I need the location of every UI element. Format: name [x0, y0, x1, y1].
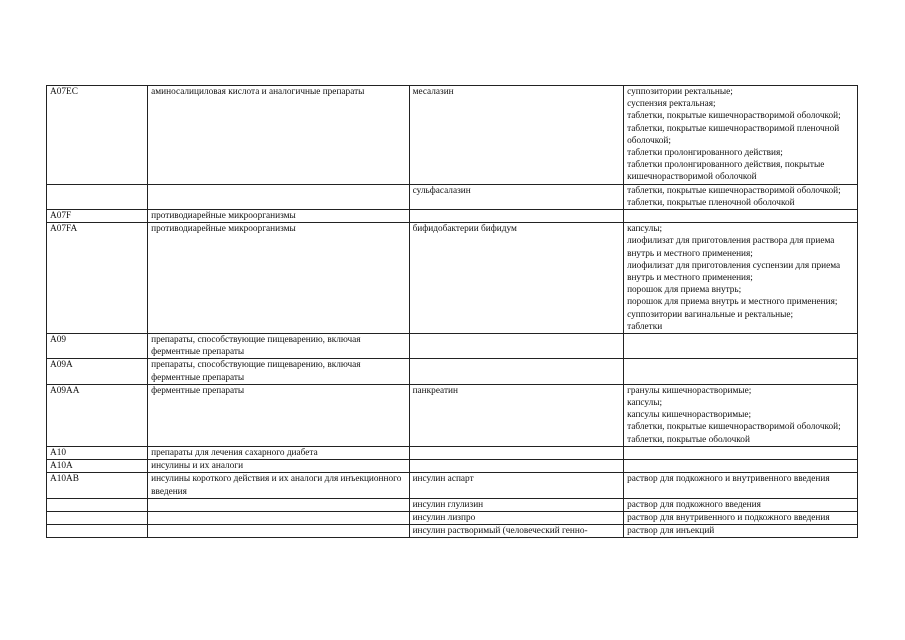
drug-name-cell: инсулин аспарт [409, 473, 623, 498]
table-body [47, 86, 858, 538]
table-row [47, 210, 858, 223]
atc-code-cell: A09A [47, 359, 148, 384]
atc-code-cell [47, 498, 148, 511]
table-row [47, 511, 858, 524]
table-row [47, 498, 858, 511]
table-row [47, 184, 858, 209]
dosage-form-item: капсулы; [627, 224, 663, 235]
pharmacological-group-cell [148, 525, 409, 538]
dosage-forms-cell [624, 498, 858, 511]
pharmacological-group-cell: ферментные препараты [148, 384, 409, 446]
pharmacological-group-cell: препараты, способствующие пищеварению, включая ферментные препараты [148, 334, 409, 359]
dosage-form-item: раствор для инъекций [627, 526, 715, 537]
dosage-form-item: суспензия ректальная; [627, 99, 716, 110]
pharmacological-group-cell: препараты для лечения сахарного диабета [148, 446, 409, 459]
atc-code-cell: A10 [47, 446, 148, 459]
dosage-form-item: раствор для внутривенного и подкожного введения [627, 512, 830, 523]
drug-name-cell: инсулин глулизин [409, 498, 623, 511]
dosage-forms-cell [624, 359, 858, 384]
pharmacological-group-cell [148, 184, 409, 209]
dosage-form-item: таблетки, покрытые кишечнорастворимой оболочкой; [627, 422, 841, 433]
drug-name-cell [409, 334, 623, 359]
atc-code-cell: A07EC [47, 86, 148, 185]
atc-code-cell [47, 511, 148, 524]
pharmacological-group-cell [148, 498, 409, 511]
pharmacological-group-cell [148, 511, 409, 524]
dosage-form-item: таблетки [627, 321, 663, 332]
pharmacological-group-cell: инсулины короткого действия и их аналоги для инъекционного введения [148, 473, 409, 498]
dosage-form-item: таблетки пролонгированного действия, покрытые кишечнорастворимой оболочкой [627, 160, 825, 183]
dosage-form-item: таблетки пролонгированного действия; [627, 148, 783, 159]
table-row [47, 359, 858, 384]
dosage-form-item: таблетки, покрытые кишечнорастворимой оболочкой; [627, 111, 841, 122]
table-row [47, 473, 858, 498]
dosage-forms-cell [624, 210, 858, 223]
table-row [47, 446, 858, 459]
table-row [47, 223, 858, 334]
dosage-forms-cell [624, 184, 858, 209]
atc-code-cell [47, 184, 148, 209]
dosage-form-item: таблетки, покрытые оболочкой [627, 434, 750, 445]
atc-code-cell: A10AB [47, 473, 148, 498]
table-row [47, 86, 858, 185]
atc-code-cell: A07F [47, 210, 148, 223]
dosage-form-item: раствор для подкожного и внутривенного введения [627, 474, 830, 485]
dosage-form-item: лиофилизат для приготовления раствора для приема внутрь и местного применения; [627, 236, 835, 259]
drug-name-cell: месалазин [409, 86, 623, 185]
dosage-form-item: суппозитории вагинальные и ректальные; [627, 309, 794, 320]
dosage-forms-cell [624, 473, 858, 498]
dosage-form-item: порошок для приема внутрь и местного применения; [627, 297, 838, 308]
dosage-forms-cell [624, 223, 858, 334]
dosage-forms-cell [624, 446, 858, 459]
pharmacological-group-cell: препараты, способствующие пищеварению, включая ферментные препараты [148, 359, 409, 384]
drug-name-cell [409, 359, 623, 384]
dosage-forms-cell [624, 460, 858, 473]
dosage-forms-cell [624, 334, 858, 359]
dosage-form-item: суппозитории ректальные; [627, 87, 733, 97]
atc-code-cell [47, 525, 148, 538]
atc-code-cell: A09AA [47, 384, 148, 446]
drug-name-cell [409, 446, 623, 459]
drug-name-cell: инсулин лизпро [409, 511, 623, 524]
drug-list-table [46, 85, 858, 538]
dosage-form-item: таблетки, покрытые кишечнорастворимой пленочной оболочкой; [627, 123, 840, 146]
drug-name-cell [409, 210, 623, 223]
dosage-form-item: капсулы; [627, 398, 663, 409]
dosage-form-item: таблетки, покрытые пленочной оболочкой [627, 197, 795, 208]
dosage-forms-cell [624, 525, 858, 538]
pharmacological-group-cell: противодиарейные микроорганизмы [148, 223, 409, 334]
drug-name-cell: сульфасалазин [409, 184, 623, 209]
table-row [47, 460, 858, 473]
pharmacological-group-cell: инсулины и их аналоги [148, 460, 409, 473]
dosage-form-item: гранулы кишечнорастворимые; [627, 385, 752, 396]
dosage-form-item: таблетки, покрытые кишечнорастворимой оболочкой; [627, 185, 841, 196]
dosage-forms-cell [624, 384, 858, 446]
dosage-forms-cell [624, 511, 858, 524]
atc-code-cell: A10A [47, 460, 148, 473]
drug-name-cell: бифидобактерии бифидум [409, 223, 623, 334]
pharmacological-group-cell: противодиарейные микроорганизмы [148, 210, 409, 223]
table-row [47, 525, 858, 538]
dosage-forms-cell [624, 86, 858, 185]
pharmacological-group-cell: аминосалициловая кислота и аналогичные препараты [148, 86, 409, 185]
drug-name-cell: инсулин растворимый (человеческий генно- [409, 525, 623, 538]
drug-name-cell: панкреатин [409, 384, 623, 446]
table-row [47, 334, 858, 359]
atc-code-cell: A07FA [47, 223, 148, 334]
table-row [47, 384, 858, 446]
atc-code-cell: A09 [47, 334, 148, 359]
dosage-form-item: капсулы кишечнорастворимые; [627, 410, 752, 421]
dosage-form-item: порошок для приема внутрь; [627, 285, 742, 296]
drug-name-cell [409, 460, 623, 473]
dosage-form-item: раствор для подкожного введения [627, 499, 761, 510]
dosage-form-item: лиофилизат для приготовления суспензии для приема внутрь и местного применения; [627, 260, 841, 284]
